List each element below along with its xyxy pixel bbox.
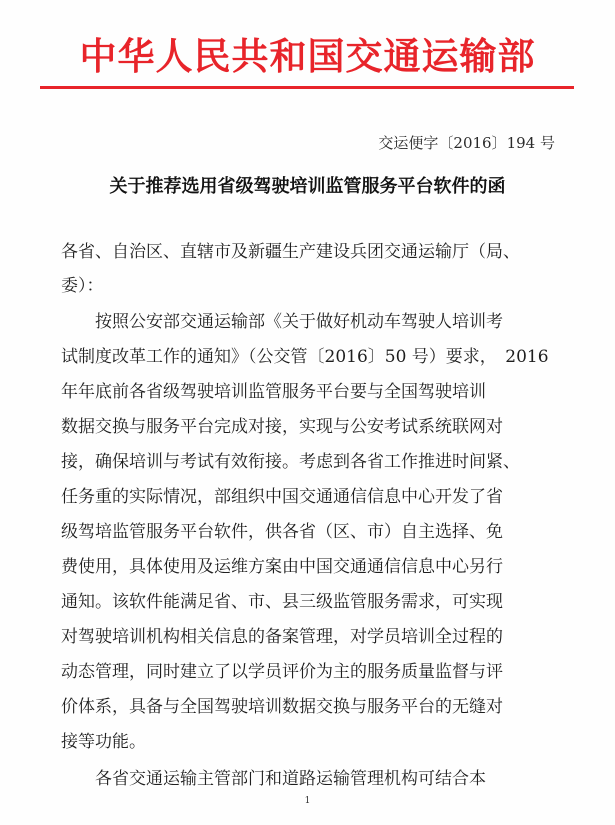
document-number: 交运便字〔2016〕194 号 xyxy=(378,134,555,152)
body-line: 数据交换与服务平台完成对接，实现与公安考试系统联网对 xyxy=(61,417,503,437)
page-number: 1 xyxy=(304,796,311,806)
body-line: 接等功能。 xyxy=(61,732,146,752)
red-header-rule xyxy=(40,86,574,89)
body-line: 接，确保培训与考试有效衔接。考虑到各省工作推进时间紧、 xyxy=(61,452,520,472)
body-line: 年年底前各省级驾驶培训监管服务平台要与全国驾驶培训 xyxy=(61,382,486,402)
body-line: 通知。该软件能满足省、市、县三级监管服务需求，可实现 xyxy=(61,592,503,612)
body-line: 级驾培监管服务平台软件，供各省（区、市）自主选择、免 xyxy=(61,522,503,542)
document-title: 关于推荐选用省级驾驶培训监管服务平台软件的函 xyxy=(109,176,506,197)
body-line: 按照公安部交通运输部《关于做好机动车驾驶人培训考 xyxy=(61,312,503,332)
body-line: 委）： xyxy=(61,276,104,296)
body-line: 任务重的实际情况，部组织中国交通通信信息中心开发了省 xyxy=(61,487,503,507)
body-line: 对驾驶培训机构相关信息的备案管理，对学员培训全过程的 xyxy=(61,627,503,647)
body-line: 价体系，具备与全国驾驶培训数据交换与服务平台的无缝对 xyxy=(61,697,503,717)
body-line: 试制度改革工作的通知》（公交管〔2016〕50 号）要求， 2016 xyxy=(61,347,549,367)
issuing-agency-header: 中华人民共和国交通运输部 xyxy=(79,34,536,78)
body-line: 费使用，具体使用及运维方案由中国交通通信信息中心另行 xyxy=(61,557,503,577)
body-line: 动态管理，同时建立了以学员评价为主的服务质量监督与评 xyxy=(61,662,503,682)
body-line: 各省交通运输主管部门和道路运输管理机构可结合本 xyxy=(61,769,486,789)
body-line: 各省、自治区、直辖市及新疆生产建设兵团交通运输厅（局、 xyxy=(61,242,520,262)
